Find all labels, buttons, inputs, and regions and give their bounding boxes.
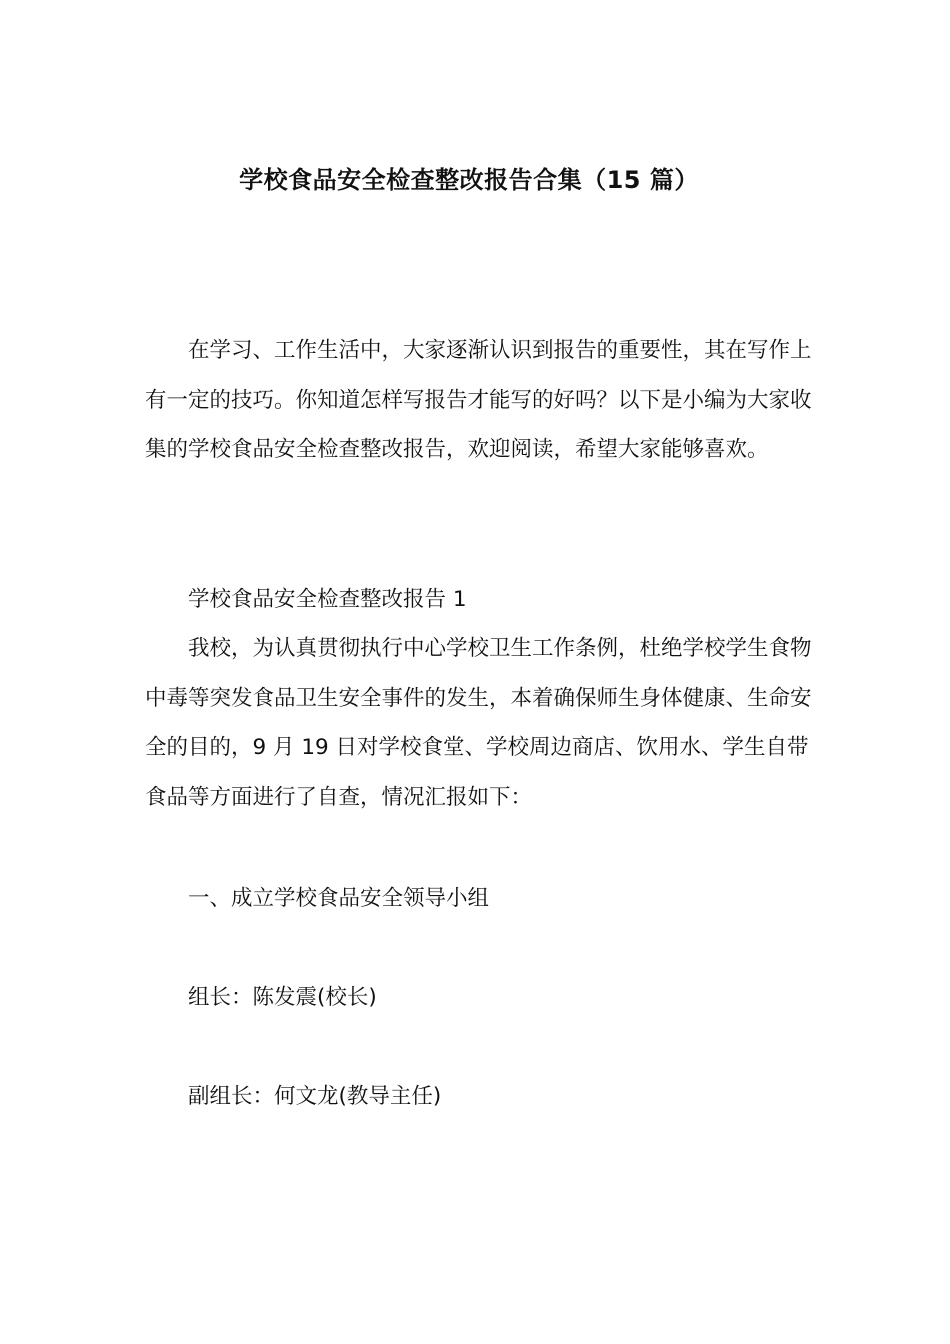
document-title: 学校食品安全检查整改报告合集（15 篇）: [239, 166, 699, 194]
intro-paragraph: 在学习、工作生活中，大家逐渐认识到报告的重要性，其在写作上有一定的技巧。你知道怎样写报告才能写的好吗？以下是小编为大家收集的学校食品安全检查整改报告，欢迎阅读，希望大家能够喜欢。: [145, 338, 812, 462]
deputy-leader-line: 副组长：何文龙(教导主任): [188, 1084, 442, 1109]
group-leader-line: 组长：陈发震(校长): [188, 985, 377, 1010]
heading-leadership-group: 一、成立学校食品安全领导小组: [188, 886, 490, 911]
section-body-paragraph: 我校，为认真贯彻执行中心学校卫生工作条例，杜绝学校学生食物中毒等突发食品卫生安全事件的发生，本着确保师生身体健康、生命安全的目的，9 月 19 日对学校食堂、学校周边商店、饮用水、学生自带食品等方面进行了自查，情况汇报如下：: [145, 636, 812, 810]
section-title: 学校食品安全检查整改报告 1: [188, 587, 467, 612]
